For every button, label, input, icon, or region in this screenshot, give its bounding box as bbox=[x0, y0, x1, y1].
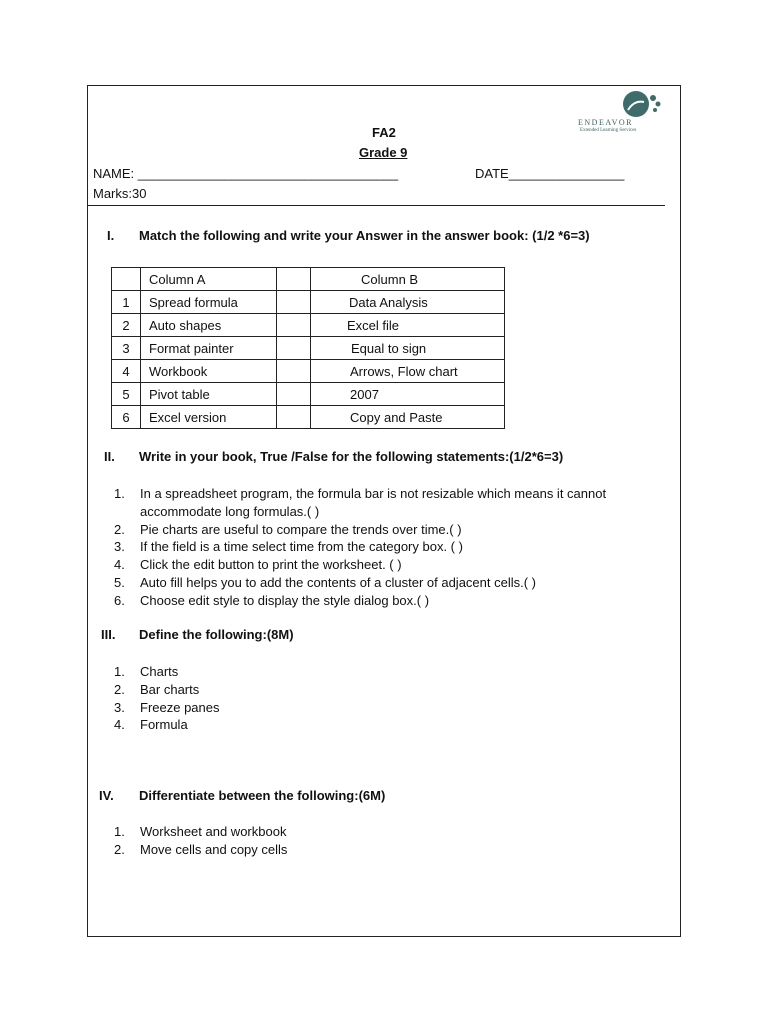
list-item: 6. Choose edit style to display the style dialog box.( ) bbox=[114, 592, 430, 608]
list-item: 4. Click the edit button to print the worksheet. ( ) bbox=[114, 557, 402, 573]
list-item: 3. If the field is a time select time from the category box. ( ) bbox=[114, 539, 463, 555]
list-item: 3. Freeze panes bbox=[114, 699, 220, 715]
name-field: NAME: ____________________________________ bbox=[93, 166, 399, 181]
list-item: 2. Bar charts bbox=[114, 681, 200, 697]
date-field: DATE________________ bbox=[475, 166, 625, 181]
section-4-heading: Differentiate between the following:(6M) bbox=[139, 788, 386, 803]
list-item: 4. Formula bbox=[114, 717, 188, 733]
logo-name: ENDEAVOR bbox=[578, 118, 633, 127]
differentiate-list bbox=[88, 823, 287, 859]
table-row: 4 Workbook Arrows, Flow chart bbox=[112, 360, 505, 383]
list-item: 2. Pie charts are useful to compare the trends over time.( ) bbox=[114, 521, 462, 537]
section-2-numeral: II. bbox=[104, 449, 115, 464]
true-false-list bbox=[88, 485, 606, 610]
marks-label: Marks:30 bbox=[93, 186, 147, 201]
list-item: 1. In a spreadsheet program, the formula bar is not resizable which means it cannot accommodate long formulas.( ) bbox=[114, 486, 607, 519]
list-item: 5. Auto fill helps you to add the contents of a cluster of adjacent cells.( ) bbox=[114, 574, 536, 590]
section-3-numeral: III. bbox=[101, 627, 116, 642]
table-row: 5 Pivot table 2007 bbox=[112, 383, 505, 406]
table-row: 1 Spread formula Data Analysis bbox=[112, 291, 505, 314]
exam-title: FA2 bbox=[372, 125, 396, 140]
section-3-heading: Define the following:(8M) bbox=[139, 627, 294, 642]
section-1-numeral: I. bbox=[107, 228, 115, 243]
list-item: 1. Charts bbox=[114, 664, 179, 679]
column-b-header: Column B bbox=[311, 268, 505, 291]
header-divider bbox=[88, 205, 665, 206]
logo-tagline: Extended Learning Services bbox=[580, 128, 637, 133]
table-row: 3 Format painter Equal to sign bbox=[112, 337, 505, 360]
section-2-heading: Write in your book, True /False for the following statements:(1/2*6=3) bbox=[139, 449, 564, 464]
grade-label: Grade 9 bbox=[359, 145, 408, 160]
list-item: 1. Worksheet and workbook bbox=[114, 824, 287, 839]
table-header-row bbox=[112, 268, 505, 291]
define-list bbox=[88, 663, 220, 734]
column-a-header: Column A bbox=[141, 268, 277, 291]
section-1-heading: Match the following and write your Answer in the answer book: (1/2 *6=3) bbox=[139, 228, 590, 243]
match-table bbox=[111, 267, 505, 429]
table-row: 2 Auto shapes Excel file bbox=[112, 314, 505, 337]
list-item: 2. Move cells and copy cells bbox=[114, 841, 288, 857]
section-4-numeral: IV. bbox=[99, 788, 114, 803]
table-row: 6 Excel version Copy and Paste bbox=[112, 406, 505, 429]
